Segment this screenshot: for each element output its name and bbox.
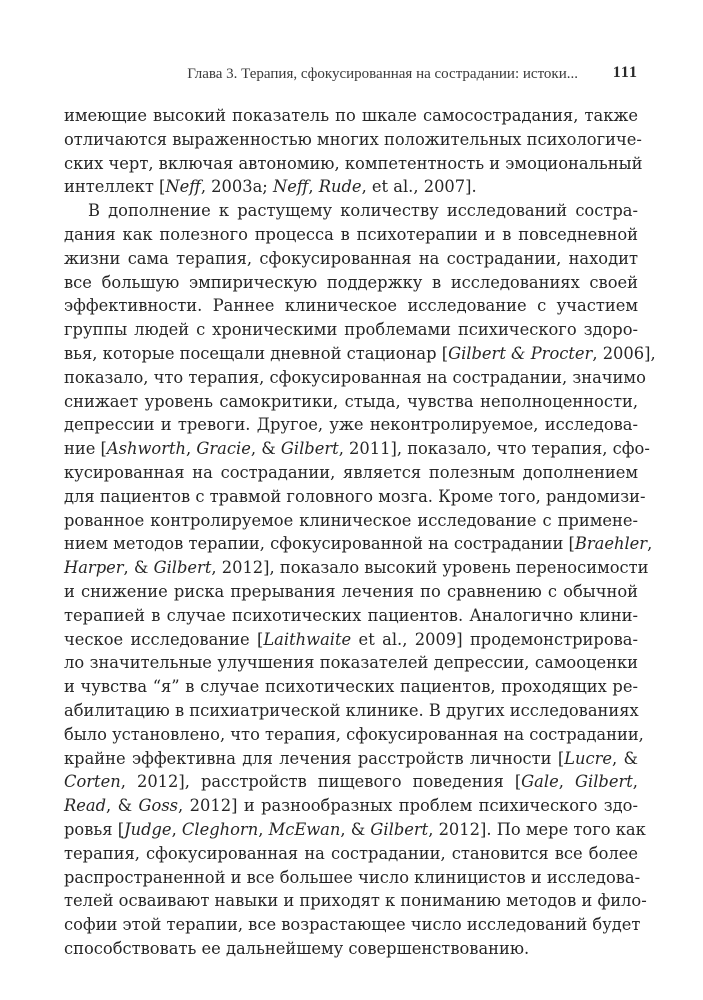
text-line [64, 366, 646, 390]
text-run: , & [106, 796, 139, 816]
text-run: и снижение риска прерывания лечения по сравнению с обычной [64, 581, 638, 601]
text-line [64, 747, 638, 771]
text-line [64, 889, 647, 913]
text-run: депрессии и тревоги. Другое, уже неконтролируемое, исследова- [64, 415, 638, 435]
italic-citation: Gilbert [370, 819, 429, 839]
text-run: рованное контролируемое клиническое исследование с примене- [64, 510, 638, 530]
text-run: , [308, 177, 319, 197]
italic-citation: Goss [138, 796, 179, 816]
text-line [64, 556, 649, 580]
text-run: et al., 2009] продемонстрирова- [351, 629, 638, 649]
italic-citation: Gilbert [153, 558, 212, 578]
running-title: Глава 3. Терапия, сфокусированная на сострадании: истоки... [187, 66, 578, 82]
text-run: кусированная на сострадании, является полезным дополнением [64, 462, 638, 482]
text-line [64, 937, 638, 961]
text-line [64, 342, 656, 366]
text-run: ло значительные улучшения показателей депрессии, самооценки [64, 653, 638, 673]
text-run: показало, что терапия, сфокусированная на сострадании, значимо [64, 367, 646, 387]
text-line [64, 866, 641, 890]
text-run: , [558, 772, 575, 792]
text-run: , 2006], [592, 343, 656, 363]
text-line [64, 651, 638, 675]
text-line [64, 770, 638, 794]
text-line [64, 794, 638, 818]
text-run: дания как полезного процесса в психотерапии и в повседневной [64, 224, 638, 244]
text-run: софии этой терапии, все возрастающее число исследований будет [64, 915, 641, 935]
italic-citation: Neff [272, 177, 309, 197]
text-run: , et al., 2007]. [361, 177, 477, 197]
italic-citation: Laithwaite [263, 629, 352, 649]
italic-citation: Lucre [564, 748, 613, 768]
running-header [64, 64, 638, 88]
text-run: было установлено, что терапия, сфокусированная на сострадании, [64, 724, 644, 744]
text-run: , 2012], показало высокий уровень переносимости [211, 558, 649, 578]
text-run: , 2012], расстройств пищевого поведения [ [120, 772, 522, 792]
italic-citation: Read [64, 796, 107, 816]
text-run: ние [ [64, 439, 107, 459]
text-run: , 2011], показало, что терапия, сфо- [338, 439, 650, 459]
italic-citation: Harper [64, 558, 124, 578]
text-run: , [632, 772, 638, 792]
text-run: , 2003a; [200, 177, 273, 197]
text-run: ровья [ [64, 819, 125, 839]
italic-citation: Neff [165, 177, 201, 197]
text-line [64, 485, 646, 509]
italic-citation: McEwan [268, 819, 341, 839]
text-line [64, 247, 638, 271]
text-line [64, 842, 638, 866]
text-run: терапией в случае психотических пациентов. Аналогично клини- [64, 605, 638, 625]
italic-citation: Rude [318, 177, 362, 197]
text-run: и чувства “я” в случае психотических пациентов, проходящих ре- [64, 677, 638, 697]
text-run: , [647, 534, 653, 554]
text-run: способствовать ее дальнейшему совершенствованию. [64, 938, 530, 958]
italic-citation: Braehler [574, 534, 648, 554]
text-line [64, 604, 638, 628]
text-line [64, 128, 642, 152]
text-line [64, 818, 646, 842]
text-run: эффективности. Раннее клиническое исследование с участием [64, 296, 638, 316]
text-run: снижает уровень самокритики, стыда, чувства неполноценности, [64, 391, 638, 411]
text-run: , & [612, 748, 638, 768]
page-number: 111 [612, 64, 638, 81]
text-line [64, 580, 638, 604]
text-run: , [171, 819, 182, 839]
text-run: , 2012]. По мере того как [428, 819, 646, 839]
text-run: В дополнение к растущему количеству исследований состра- [88, 201, 638, 221]
text-line [64, 223, 638, 247]
text-line [64, 199, 638, 223]
text-line [64, 294, 638, 318]
text-run: вья, которые посещали дневной стационар [ [64, 343, 449, 363]
text-line [64, 509, 638, 533]
text-run: ских черт, включая автономию, компетентность и эмоциональный [64, 153, 643, 173]
text-run: крайне эффективна для лечения расстройств личности [ [64, 748, 565, 768]
text-line [64, 318, 638, 342]
italic-citation: Ashworth [106, 439, 187, 459]
text-line [64, 723, 644, 747]
text-line [64, 175, 638, 199]
italic-citation: Gale [521, 772, 559, 792]
text-run: , & [123, 558, 154, 578]
text-run: интеллект [ [64, 177, 166, 197]
text-line [64, 271, 638, 295]
text-run: , 2012] и разнообразных проблем психического здо- [178, 796, 638, 816]
text-line [64, 675, 638, 699]
text-run: телей осваивают навыки и приходят к пониманию методов и фило- [64, 891, 647, 911]
text-run: все большую эмпирическую поддержку в исследованиях своей [64, 272, 638, 292]
italic-citation: Corten [64, 772, 121, 792]
text-line [64, 104, 638, 128]
text-run: нием методов терапии, сфокусированной на сострадании [ [64, 534, 575, 554]
text-line [64, 699, 638, 723]
text-run: жизни сама терапия, сфокусированная на сострадании, находит [64, 248, 638, 268]
text-run: отличаются выраженностью многих положительных психологиче- [64, 129, 642, 149]
italic-citation: Gracie [196, 439, 251, 459]
italic-citation: Gilbert & Procter [448, 343, 593, 363]
text-run: для пациентов с травмой головного мозга. Кроме того, рандомизи- [64, 486, 646, 506]
text-run: , & [340, 819, 371, 839]
italic-citation: Gilbert [574, 772, 633, 792]
text-line [64, 390, 638, 414]
text-run: имеющие высокий показатель по шкале самосострадания, также [64, 106, 638, 125]
text-run: , [258, 819, 269, 839]
text-line [64, 437, 650, 461]
text-run: , & [250, 439, 281, 459]
text-run: абилитацию в психиатрической клинике. В других исследованиях [64, 700, 639, 720]
text-line [64, 532, 653, 556]
text-run: группы людей с хроническими проблемами психического здоро- [64, 320, 638, 340]
text-line [64, 152, 643, 176]
text-line [64, 413, 638, 437]
text-run: ческое исследование [ [64, 629, 264, 649]
text-line [64, 461, 638, 485]
text-line [64, 913, 641, 937]
text-line [64, 628, 638, 652]
text-run: терапия, сфокусированная на сострадании, становится все более [64, 843, 638, 863]
body-text [64, 104, 656, 961]
italic-citation: Judge [124, 819, 172, 839]
italic-citation: Gilbert [280, 439, 339, 459]
italic-citation: Cleghorn [181, 819, 259, 839]
text-run: , [186, 439, 197, 459]
text-run: распространенной и все большее число клиницистов и исследова- [64, 867, 641, 887]
